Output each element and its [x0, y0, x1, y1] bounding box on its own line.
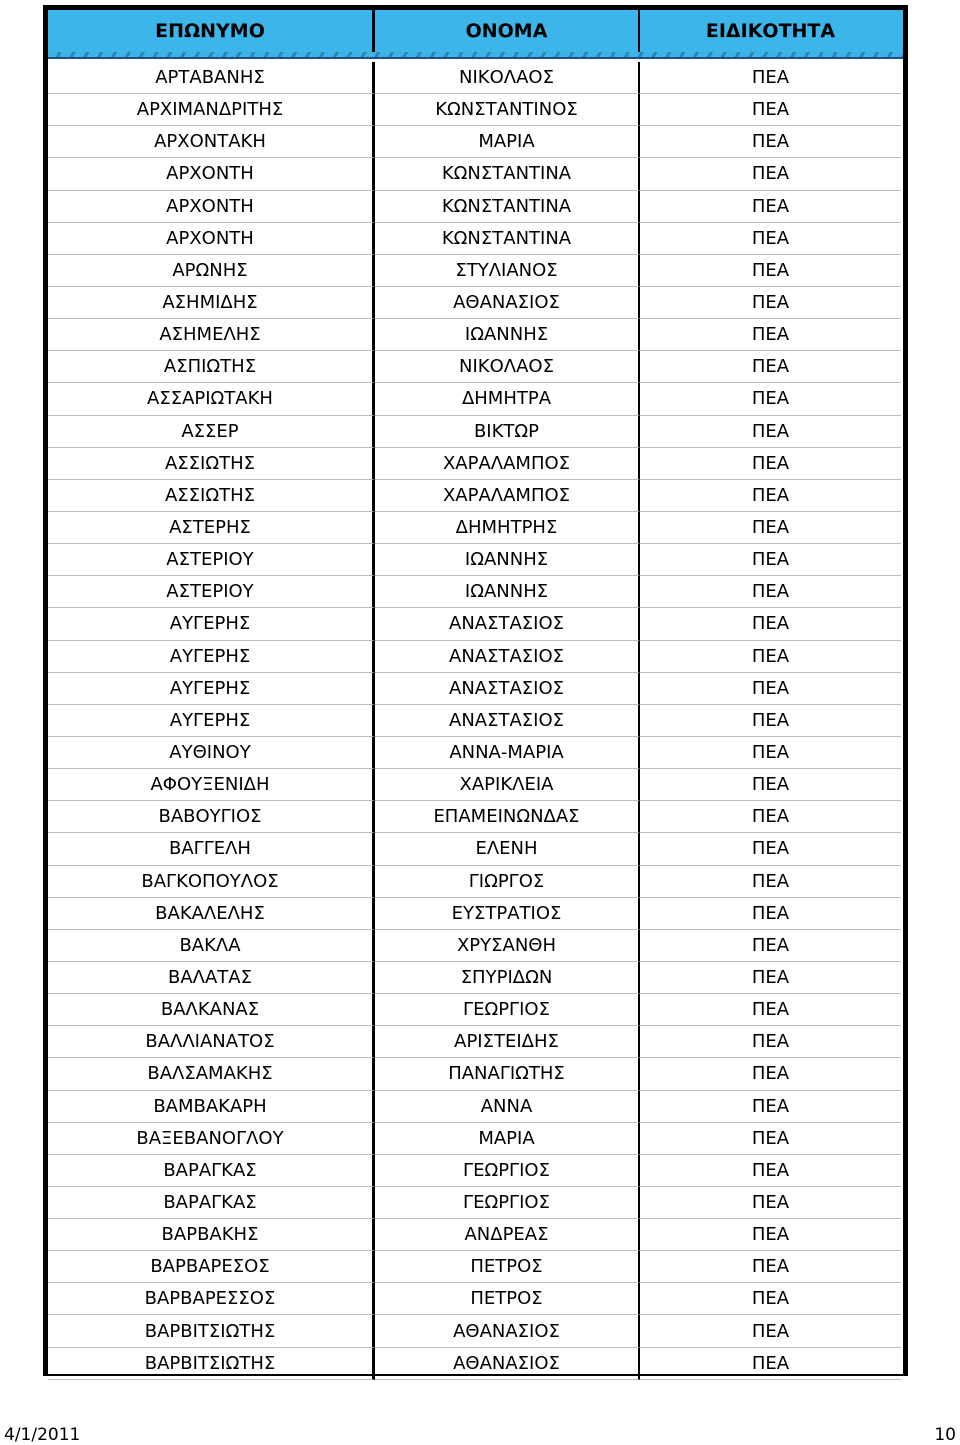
cell-name: ΑΘΑΝΑΣΙΟΣ [375, 1348, 640, 1380]
cell-specialty: ΠΕΑ [640, 1155, 901, 1187]
cell-name: ΙΩΑΝΝΗΣ [375, 544, 640, 576]
table-row [48, 512, 903, 544]
cell-specialty: ΠΕΑ [640, 191, 901, 223]
cell-name: ΑΝΝΑ [375, 1091, 640, 1123]
table-row [48, 416, 903, 448]
cell-name: ΝΙΚΟΛΑΟΣ [375, 351, 640, 383]
cell-specialty: ΠΕΑ [640, 801, 901, 833]
cell-surname: ΑΣΣΑΡΙΩΤΑΚΗ [48, 383, 375, 415]
cell-specialty: ΠΕΑ [640, 1219, 901, 1251]
cell-specialty: ΠΕΑ [640, 705, 901, 737]
cell-name: ΧΡΥΣΑΝΘΗ [375, 930, 640, 962]
cell-name: ΜΑΡΙΑ [375, 126, 640, 158]
table-row [48, 1091, 903, 1123]
cell-name: ΕΠΑΜΕΙΝΩΝΔΑΣ [375, 801, 640, 833]
table-row [48, 351, 903, 383]
cell-name: ΑΝΑΣΤΑΣΙΟΣ [375, 705, 640, 737]
cell-specialty: ΠΕΑ [640, 255, 901, 287]
table-header [48, 10, 903, 59]
cell-name: ΚΩΝΣΤΑΝΤΙΝΟΣ [375, 94, 640, 126]
table-row [48, 287, 903, 319]
footer-date: 4/1/2011 [4, 1425, 81, 1445]
cell-surname: ΒΑΡΒΙΤΣΙΩΤΗΣ [48, 1315, 375, 1347]
cell-surname: ΑΡΧΟΝΤΗ [48, 158, 375, 190]
cell-surname: ΑΡΤΑΒΑΝΗΣ [48, 62, 375, 94]
cell-specialty: ΠΕΑ [640, 1283, 901, 1315]
cell-surname: ΑΥΓΕΡΗΣ [48, 641, 375, 673]
cell-name: ΧΑΡΑΛΑΜΠΟΣ [375, 480, 640, 512]
table-row [48, 1283, 903, 1315]
cell-specialty: ΠΕΑ [640, 1251, 901, 1283]
cell-name: ΓΕΩΡΓΙΟΣ [375, 994, 640, 1026]
cell-surname: ΑΡΧΟΝΤΗ [48, 191, 375, 223]
cell-specialty: ΠΕΑ [640, 158, 901, 190]
cell-specialty: ΠΕΑ [640, 576, 901, 608]
cell-name: ΑΝΔΡΕΑΣ [375, 1219, 640, 1251]
cell-specialty: ΠΕΑ [640, 319, 901, 351]
cell-specialty: ΠΕΑ [640, 898, 901, 930]
cell-surname: ΒΑΒΟΥΓΙΟΣ [48, 801, 375, 833]
cell-name: ΚΩΝΣΤΑΝΤΙΝΑ [375, 191, 640, 223]
cell-specialty: ΠΕΑ [640, 1315, 901, 1347]
cell-surname: ΑΣΗΜΕΛΗΣ [48, 319, 375, 351]
cell-surname: ΒΑΞΕΒΑΝΟΓΛΟΥ [48, 1123, 375, 1155]
cell-name: ΠΑΝΑΓΙΩΤΗΣ [375, 1058, 640, 1090]
cell-name: ΙΩΑΝΝΗΣ [375, 576, 640, 608]
cell-specialty: ΠΕΑ [640, 416, 901, 448]
table-row [48, 1251, 903, 1283]
cell-surname: ΑΣΤΕΡΙΟΥ [48, 576, 375, 608]
cell-surname: ΒΑΡΑΓΚΑΣ [48, 1155, 375, 1187]
cell-name: ΜΑΡΙΑ [375, 1123, 640, 1155]
cell-name: ΓΙΩΡΓΟΣ [375, 866, 640, 898]
cell-specialty: ΠΕΑ [640, 769, 901, 801]
cell-surname: ΑΣΠΙΩΤΗΣ [48, 351, 375, 383]
table-row [48, 383, 903, 415]
cell-name: ΑΘΑΝΑΣΙΟΣ [375, 287, 640, 319]
table-row [48, 866, 903, 898]
cell-surname: ΑΣΤΕΡΙΟΥ [48, 544, 375, 576]
cell-specialty: ΠΕΑ [640, 1091, 901, 1123]
cell-surname: ΒΑΡΒΑΡΕΣΣΟΣ [48, 1283, 375, 1315]
cell-name: ΕΥΣΤΡΑΤΙΟΣ [375, 898, 640, 930]
table-row [48, 448, 903, 480]
cell-specialty: ΠΕΑ [640, 962, 901, 994]
header-name: ΟΝΟΜΑ [375, 10, 640, 52]
cell-name: ΧΑΡΙΚΛΕΙΑ [375, 769, 640, 801]
cell-surname: ΒΑΓΚΟΠΟΥΛΟΣ [48, 866, 375, 898]
cell-name: ΠΕΤΡΟΣ [375, 1283, 640, 1315]
header-surname: ΕΠΩΝΥΜΟ [48, 10, 375, 52]
table-row [48, 544, 903, 576]
table-row [48, 1315, 903, 1347]
cell-name: ΑΝΑΣΤΑΣΙΟΣ [375, 673, 640, 705]
cell-surname: ΑΥΓΕΡΗΣ [48, 673, 375, 705]
cell-specialty: ΠΕΑ [640, 1123, 901, 1155]
cell-specialty: ΠΕΑ [640, 544, 901, 576]
table-row [48, 1026, 903, 1058]
cell-name: ΑΝΑΣΤΑΣΙΟΣ [375, 641, 640, 673]
cell-surname: ΒΑΛΑΤΑΣ [48, 962, 375, 994]
cell-surname: ΒΑΛΛΙΑΝΑΤΟΣ [48, 1026, 375, 1058]
cell-surname: ΑΥΓΕΡΗΣ [48, 705, 375, 737]
cell-name: ΓΕΩΡΓΙΟΣ [375, 1187, 640, 1219]
cell-specialty: ΠΕΑ [640, 1348, 901, 1380]
cell-surname: ΒΑΡΒΑΚΗΣ [48, 1219, 375, 1251]
cell-specialty: ΠΕΑ [640, 930, 901, 962]
cell-name: ΑΝΝΑ-ΜΑΡΙΑ [375, 737, 640, 769]
cell-name: ΕΛΕΝΗ [375, 833, 640, 865]
table-row [48, 705, 903, 737]
table-row [48, 1155, 903, 1187]
cell-surname: ΑΥΓΕΡΗΣ [48, 608, 375, 640]
cell-surname: ΑΣΣΕΡ [48, 416, 375, 448]
cell-name: ΑΘΑΝΑΣΙΟΣ [375, 1315, 640, 1347]
cell-name: ΧΑΡΑΛΑΜΠΟΣ [375, 448, 640, 480]
page-number: 10 [934, 1425, 956, 1445]
cell-surname: ΒΑΡΑΓΚΑΣ [48, 1187, 375, 1219]
cell-name: ΒΙΚΤΩΡ [375, 416, 640, 448]
cell-name: ΚΩΝΣΤΑΝΤΙΝΑ [375, 223, 640, 255]
cell-name: ΙΩΑΝΝΗΣ [375, 319, 640, 351]
cell-surname: ΑΡΧΙΜΑΝΔΡΙΤΗΣ [48, 94, 375, 126]
table-row [48, 62, 903, 94]
cell-specialty: ΠΕΑ [640, 994, 901, 1026]
cell-surname: ΑΣΗΜΙΔΗΣ [48, 287, 375, 319]
cell-name: ΣΤΥΛΙΑΝΟΣ [375, 255, 640, 287]
cell-surname: ΑΣΣΙΩΤΗΣ [48, 448, 375, 480]
cell-surname: ΒΑΚΛΑ [48, 930, 375, 962]
table-row [48, 1187, 903, 1219]
cell-name: ΔΗΜΗΤΡΗΣ [375, 512, 640, 544]
cell-surname: ΒΑΛΚΑΝΑΣ [48, 994, 375, 1026]
cell-specialty: ΠΕΑ [640, 287, 901, 319]
cell-surname: ΒΑΚΑΛΕΛΗΣ [48, 898, 375, 930]
cell-name: ΚΩΝΣΤΑΝΤΙΝΑ [375, 158, 640, 190]
cell-specialty: ΠΕΑ [640, 512, 901, 544]
table-row [48, 769, 903, 801]
table-row [48, 255, 903, 287]
table-row [48, 833, 903, 865]
table-row [48, 1219, 903, 1251]
cell-specialty: ΠΕΑ [640, 62, 901, 94]
cell-surname: ΑΥΘΙΝΟΥ [48, 737, 375, 769]
staff-table [43, 5, 908, 1376]
cell-surname: ΒΑΡΒΙΤΣΙΩΤΗΣ [48, 1348, 375, 1380]
cell-specialty: ΠΕΑ [640, 673, 901, 705]
table-row [48, 930, 903, 962]
cell-surname: ΒΑΜΒΑΚΑΡΗ [48, 1091, 375, 1123]
cell-surname: ΑΡΧΟΝΤΗ [48, 223, 375, 255]
table-row [48, 994, 903, 1026]
cell-specialty: ΠΕΑ [640, 351, 901, 383]
cell-specialty: ΠΕΑ [640, 223, 901, 255]
table-row [48, 576, 903, 608]
cell-specialty: ΠΕΑ [640, 833, 901, 865]
cell-specialty: ΠΕΑ [640, 866, 901, 898]
cell-name: ΑΝΑΣΤΑΣΙΟΣ [375, 608, 640, 640]
table-body [48, 62, 903, 1380]
table-row [48, 737, 903, 769]
cell-specialty: ΠΕΑ [640, 383, 901, 415]
table-row [48, 608, 903, 640]
table-row [48, 962, 903, 994]
cell-specialty: ΠΕΑ [640, 1187, 901, 1219]
cell-specialty: ΠΕΑ [640, 1026, 901, 1058]
cell-surname: ΑΦΟΥΞΕΝΙΔΗ [48, 769, 375, 801]
table-row [48, 319, 903, 351]
cell-surname: ΒΑΛΣΑΜΑΚΗΣ [48, 1058, 375, 1090]
cell-specialty: ΠΕΑ [640, 480, 901, 512]
cell-name: ΣΠΥΡΙΔΩΝ [375, 962, 640, 994]
table-row [48, 158, 903, 190]
cell-name: ΝΙΚΟΛΑΟΣ [375, 62, 640, 94]
table-row [48, 801, 903, 833]
cell-surname: ΑΡΩΝΗΣ [48, 255, 375, 287]
table-row [48, 126, 903, 158]
cell-name: ΑΡΙΣΤΕΙΔΗΣ [375, 1026, 640, 1058]
table-row [48, 94, 903, 126]
table-row [48, 223, 903, 255]
table-row [48, 898, 903, 930]
cell-surname: ΑΣΣΙΩΤΗΣ [48, 480, 375, 512]
cell-specialty: ΠΕΑ [640, 126, 901, 158]
table-row [48, 641, 903, 673]
table-row [48, 1123, 903, 1155]
cell-surname: ΑΡΧΟΝΤΑΚΗ [48, 126, 375, 158]
cell-surname: ΒΑΓΓΕΛΗ [48, 833, 375, 865]
table-row [48, 1348, 903, 1380]
table-row [48, 191, 903, 223]
table-row [48, 673, 903, 705]
header-specialty: ΕΙΔΙΚΟΤΗΤΑ [705, 20, 836, 42]
table-row [48, 480, 903, 512]
cell-surname: ΑΣΤΕΡΗΣ [48, 512, 375, 544]
table-row [48, 1058, 903, 1090]
cell-specialty: ΠΕΑ [640, 737, 901, 769]
cell-specialty: ΠΕΑ [640, 448, 901, 480]
cell-specialty: ΠΕΑ [640, 641, 901, 673]
cell-surname: ΒΑΡΒΑΡΕΣΟΣ [48, 1251, 375, 1283]
cell-specialty: ΠΕΑ [640, 608, 901, 640]
cell-specialty: ΠΕΑ [640, 1058, 901, 1090]
cell-name: ΓΕΩΡΓΙΟΣ [375, 1155, 640, 1187]
cell-specialty: ΠΕΑ [640, 94, 901, 126]
cell-name: ΠΕΤΡΟΣ [375, 1251, 640, 1283]
cell-name: ΔΗΜΗΤΡΑ [375, 383, 640, 415]
